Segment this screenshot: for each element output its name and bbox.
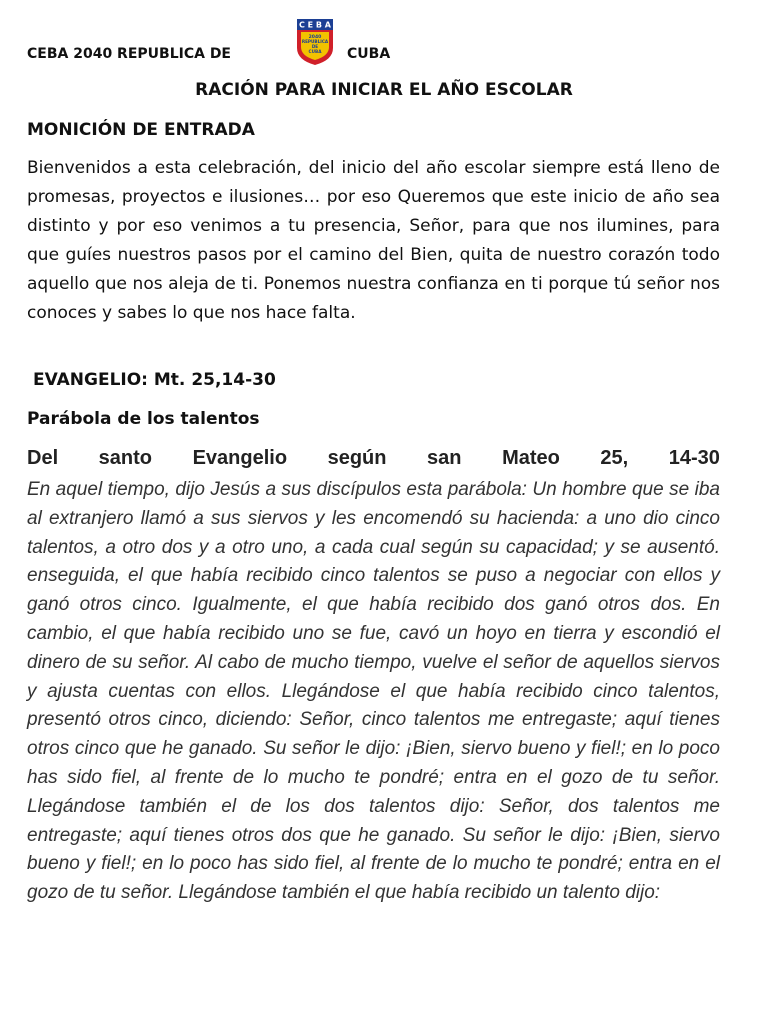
reading-title-word: 25,	[600, 447, 629, 469]
monicion-paragraph: Bienvenidos a esta celebración, del inicio del año escolar siempre está lleno de promesas, proyectos e ilusiones… por eso Queremos que este inicio de año sea distinto y por eso venimos a tu presencia, Señor, para que nos ilumines, para que guíes nuestros pasos por el camino del Bien, quita de nuestro corazón todo aquello que nos aleja de ti. Ponemos nuestra confianza en ti porque tú señor nos conoces y sabes lo que nos hace falta.	[27, 158, 720, 323]
page-title: RACIÓN PARA INICIAR EL AÑO ESCOLAR	[195, 80, 573, 100]
parable-heading: Parábola de los talentos	[27, 409, 260, 429]
reading-title-word: Del	[27, 447, 59, 469]
reading-title-word: san	[427, 447, 462, 469]
reading-title-word: 14-30	[668, 447, 720, 469]
logo-top-text: C E B A	[299, 20, 331, 30]
school-logo	[296, 18, 334, 66]
reading-title	[27, 447, 720, 470]
reading-title-word: santo	[98, 447, 153, 469]
school-name: CEBA 2040 REPUBLICA DE	[27, 46, 231, 62]
reading-title-word: según	[327, 447, 387, 469]
reading-title-word: Mateo	[502, 447, 560, 469]
evangelio-heading: EVANGELIO: Mt. 25,14-30	[33, 370, 276, 390]
logo-line-1: 2040	[308, 35, 322, 40]
logo-line-2: REPUBLICA	[301, 39, 329, 44]
country-name: CUBA	[347, 46, 391, 62]
logo-line-3: DE	[311, 44, 319, 49]
gospel-reading-paragraph: En aquel tiempo, dijo Jesús a sus discípulos esta parábola: Un hombre que se iba al extranjero llamó a sus siervos y les encomendó su hacienda: a uno dio cinco talentos, a otro dos y a otro uno, a cada cual según su capacidad; y se ausentó. enseguida, el que había recibido cinco talentos se puso a negociar con ellos y ganó otros cinco. Igualmente, el que había recibido dos ganó otros dos. En cambio, el que había recibido uno se fue, cavó un hoyo en tierra y escondió el dinero de su señor. Al cabo de mucho tiempo, vuelve el señor de aquellos siervos y ajusta cuentas con ellos. Llegándose el que había recibido cinco talentos, presentó otros cinco, diciendo: Señor, cinco talentos me entregaste; aquí tienes otros cinco que he ganado. Su señor le dijo: ¡Bien, siervo bueno y fiel!; en lo poco has sido fiel, al frente de lo mucho te pondré; entra en el gozo de tu señor. Llegándose también el de los dos talentos dijo: Señor, dos talentos me entregaste; aquí tienes otros dos que he ganado. Su señor le dijo: ¡Bien, siervo bueno y fiel!; en lo poco has sido fiel, al frente de lo mucho te pondré; entra en el gozo de tu señor. Llegándose también el que había recibido un talento dijo:	[27, 479, 720, 904]
reading-title-word: Evangelio	[192, 447, 288, 469]
monicion-heading: MONICIÓN DE ENTRADA	[27, 120, 255, 140]
logo-line-4: CUBA	[308, 49, 322, 54]
